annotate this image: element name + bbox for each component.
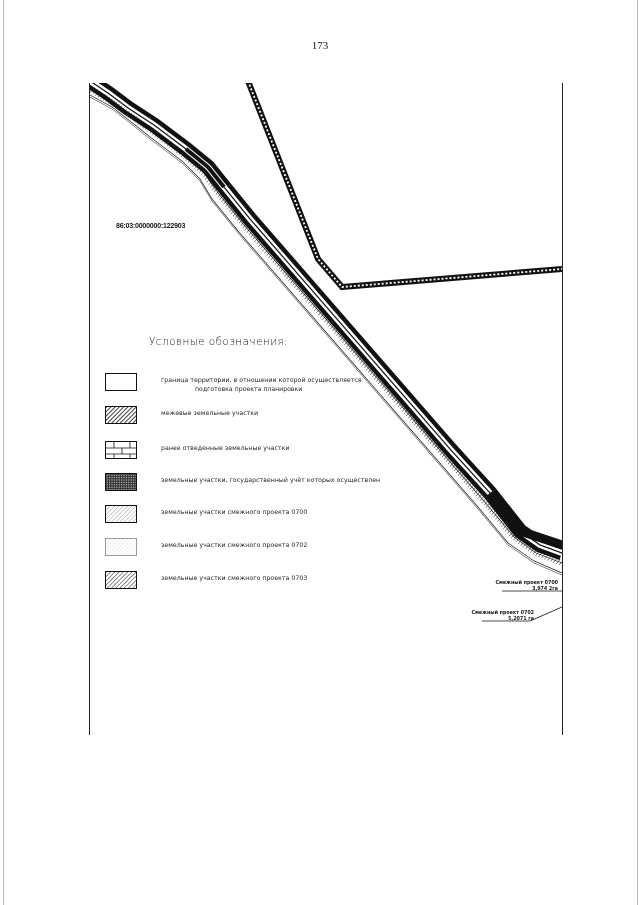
- callout-area: 3,974 2га: [532, 587, 558, 592]
- swatch-hatch-medium: [105, 571, 137, 589]
- map-frame: [89, 83, 563, 735]
- legend-label-continued: подготовка проекта планировки: [195, 386, 303, 393]
- legend-item-previously-allocated: [105, 441, 405, 465]
- swatch-hatch-dense: [105, 406, 137, 424]
- legend-item-registered: [105, 473, 405, 497]
- swatch-dots: [105, 538, 137, 556]
- legend-item-survey-parcels: [105, 406, 405, 430]
- callout-title: Смежный проект 0700: [495, 581, 558, 586]
- callout-title: Смежный проект 0702: [471, 611, 534, 616]
- legend-label: ранее отведенные земельные участки: [161, 445, 290, 452]
- road-corridor: [90, 83, 562, 575]
- legend-label: земельные участки смежного проекта 0700: [161, 509, 308, 516]
- callout-project-0702: [471, 611, 534, 623]
- page-left-edge: [3, 0, 4, 905]
- callout-project-0700: [495, 581, 558, 593]
- legend-label: граница территории, в отношении которой осуществляется: [161, 377, 362, 384]
- legend-label: земельные участки смежного проекта 0702: [161, 542, 308, 549]
- legend-label: межевые земельные участки: [161, 410, 259, 417]
- legend-item-project-0703: [105, 571, 405, 595]
- swatch-crosshatch: [105, 473, 137, 491]
- legend-item-project-0702: [105, 538, 405, 562]
- page-right-edge: [637, 0, 638, 905]
- swatch-brick: [105, 441, 137, 459]
- page-number: 173: [311, 40, 329, 52]
- parcel-cadastral-id: 86:03:0000000:122903: [116, 223, 186, 230]
- swatch-outline: [105, 373, 137, 391]
- legend-item-boundary: [105, 373, 405, 397]
- legend-title: Условные обозначения:: [149, 336, 288, 348]
- legend-item-project-0700: [105, 505, 405, 529]
- callout-area: 5,2071 га: [508, 617, 534, 622]
- swatch-hatch-light: [105, 505, 137, 523]
- parcel-boundary: [248, 83, 562, 287]
- legend-label: земельные участки, государственный учёт которых осуществлен: [161, 477, 381, 484]
- legend-label: земельные участки смежного проекта 0703: [161, 575, 308, 582]
